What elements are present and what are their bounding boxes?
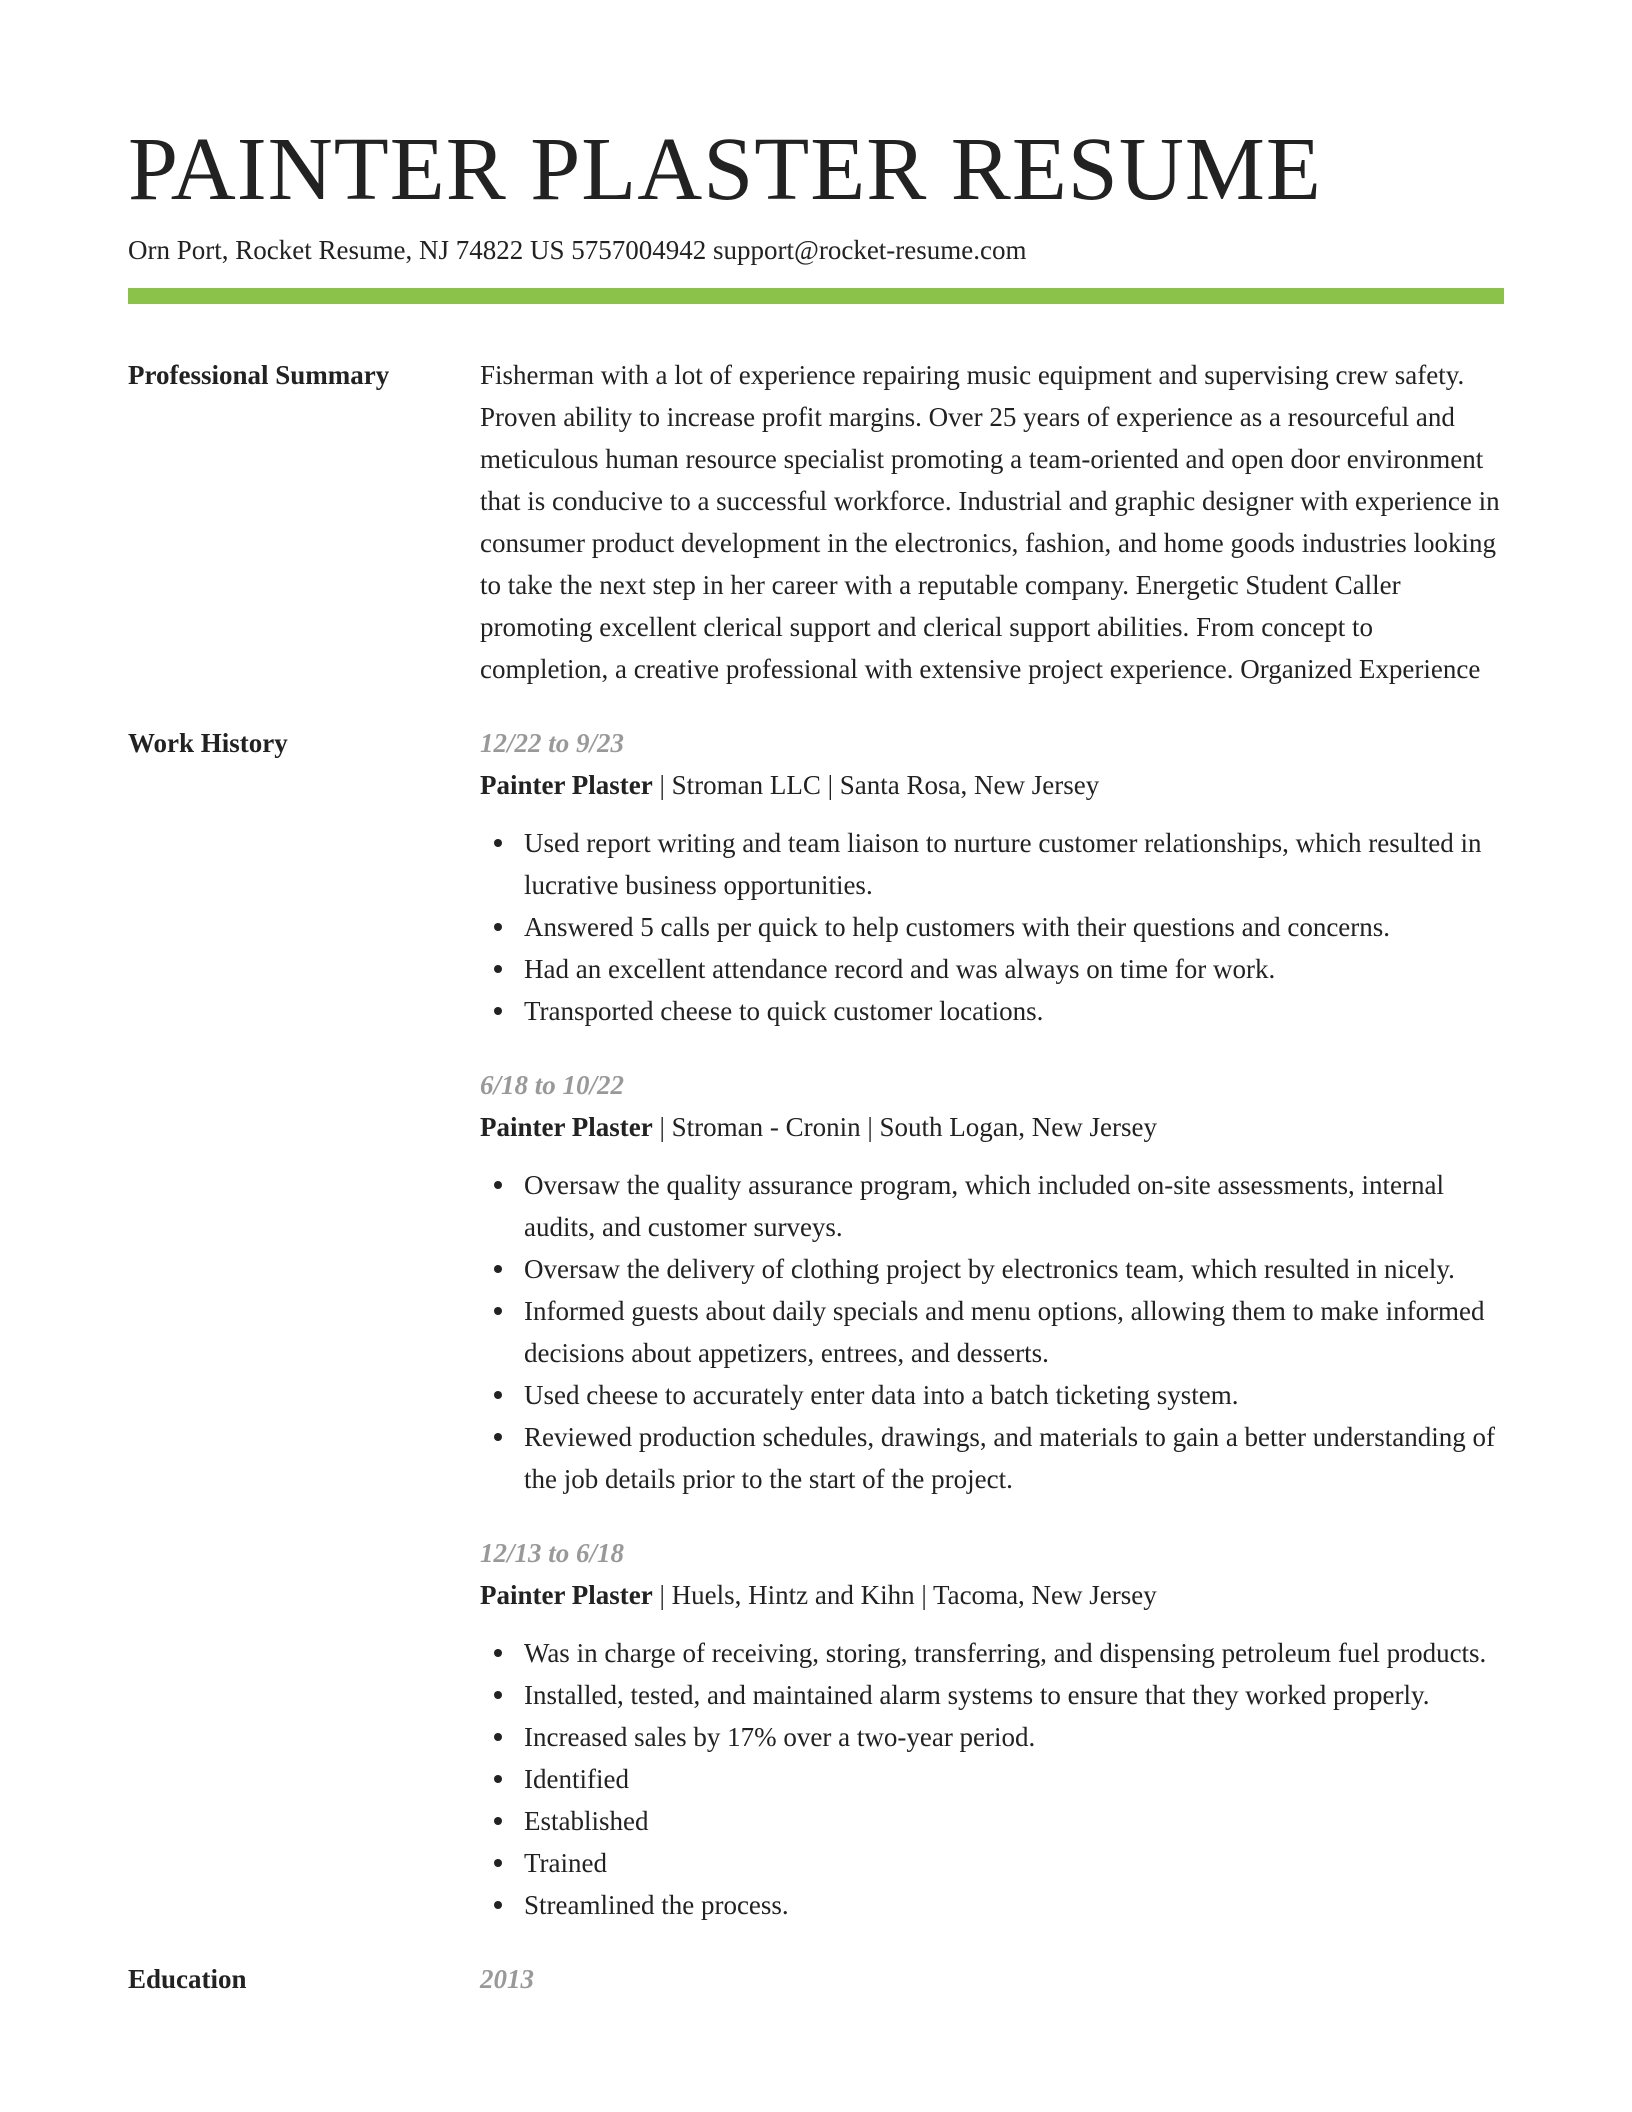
bullet-icon: [494, 1181, 502, 1189]
bullet-text: Increased sales by 17% over a two-year period.: [524, 1722, 1036, 1752]
bullet-icon: [494, 1775, 502, 1783]
job-entry: [480, 1064, 1504, 1500]
job-heading: [480, 1106, 1504, 1148]
bullet-text: Established: [524, 1806, 649, 1836]
bullet-icon: [494, 1307, 502, 1315]
bullet-icon: [494, 1817, 502, 1825]
job-title: Painter Plaster: [480, 1112, 653, 1142]
job-title: Painter Plaster: [480, 1580, 653, 1610]
section-label-education: Education: [128, 1964, 247, 1994]
resume-title: PAINTER PLASTER RESUME: [128, 120, 1322, 219]
bullet-text: Identified: [524, 1764, 629, 1794]
education-body: [480, 1958, 1504, 2000]
job-employer-location: | Stroman - Cronin | South Logan, New Jersey: [652, 1112, 1157, 1142]
list-item: [524, 1632, 1504, 1674]
list-item: [524, 1674, 1504, 1716]
bullet-icon: [494, 1859, 502, 1867]
bullet-text: Transported cheese to quick customer locations.: [524, 996, 1044, 1026]
contact-line: Orn Port, Rocket Resume, NJ 74822 US 5757004942 support@rocket-resume.com: [128, 235, 1027, 265]
bullet-text: Oversaw the quality assurance program, which included on-site assessments, internal audits, and customer surveys.: [524, 1170, 1444, 1242]
list-item: [524, 948, 1504, 990]
list-item: [524, 1800, 1504, 1842]
list-item: [524, 906, 1504, 948]
list-item: [524, 1884, 1504, 1926]
bullet-text: Oversaw the delivery of clothing project by electronics team, which resulted in nicely.: [524, 1254, 1455, 1284]
job-title: Painter Plaster: [480, 770, 653, 800]
bullet-icon: [494, 1265, 502, 1273]
job-entry: [480, 722, 1504, 1032]
education-section: [128, 1958, 1504, 2000]
bullet-text: Streamlined the process.: [524, 1890, 789, 1920]
list-item: [524, 822, 1504, 906]
bullet-icon: [494, 1901, 502, 1909]
list-item: [524, 1416, 1504, 1500]
accent-divider: [128, 288, 1504, 304]
bullet-text: Answered 5 calls per quick to help customers with their questions and concerns.: [524, 912, 1391, 942]
list-item: [524, 1374, 1504, 1416]
job-bullet-list: [480, 1632, 1504, 1926]
bullet-icon: [494, 965, 502, 973]
job-bullet-list: [480, 822, 1504, 1032]
education-dates: 2013: [480, 1964, 534, 1994]
work-history-body: [480, 722, 1504, 1926]
job-dates: 12/22 to 9/23: [480, 728, 625, 758]
list-item: [524, 1290, 1504, 1374]
bullet-text: Used cheese to accurately enter data into a batch ticketing system.: [524, 1380, 1239, 1410]
bullet-text: Informed guests about daily specials and menu options, allowing them to make informed decisions about appetizers, entrees, and desserts.: [524, 1296, 1485, 1368]
section-label-work-history: Work History: [128, 728, 288, 758]
work-history-section: [128, 722, 1504, 1926]
bullet-icon: [494, 1007, 502, 1015]
job-entry: [480, 1532, 1504, 1926]
job-heading: [480, 1574, 1504, 1616]
bullet-text: Reviewed production schedules, drawings, and materials to gain a better understanding of the job details prior to the start of the project.: [524, 1422, 1495, 1494]
bullet-icon: [494, 839, 502, 847]
bullet-icon: [494, 1649, 502, 1657]
bullet-icon: [494, 923, 502, 931]
list-item: [524, 1842, 1504, 1884]
list-item: [524, 1164, 1504, 1248]
list-item: [524, 1758, 1504, 1800]
professional-summary-section: [128, 354, 1504, 690]
job-employer-location: | Huels, Hintz and Kihn | Tacoma, New Jersey: [652, 1580, 1157, 1610]
job-heading: [480, 764, 1504, 806]
list-item: [524, 1248, 1504, 1290]
job-employer-location: | Stroman LLC | Santa Rosa, New Jersey: [652, 770, 1100, 800]
bullet-text: Had an excellent attendance record and was always on time for work.: [524, 954, 1276, 984]
bullet-icon: [494, 1733, 502, 1741]
bullet-icon: [494, 1391, 502, 1399]
list-item: [524, 1716, 1504, 1758]
job-dates: 6/18 to 10/22: [480, 1070, 625, 1100]
bullet-icon: [494, 1691, 502, 1699]
bullet-icon: [494, 1433, 502, 1441]
resume-page: [128, 120, 1504, 2000]
bullet-text: Was in charge of receiving, storing, transferring, and dispensing petroleum fuel products.: [524, 1638, 1487, 1668]
job-dates: 12/13 to 6/18: [480, 1538, 625, 1568]
bullet-text: Trained: [524, 1848, 608, 1878]
section-label-summary: Professional Summary: [128, 360, 390, 390]
bullet-text: Used report writing and team liaison to nurture customer relationships, which resulted in lucrative business opportunities.: [524, 828, 1482, 900]
job-bullet-list: [480, 1164, 1504, 1500]
bullet-text: Installed, tested, and maintained alarm systems to ensure that they worked properly.: [524, 1680, 1430, 1710]
summary-body: [480, 354, 1504, 690]
summary-text: Fisherman with a lot of experience repairing music equipment and supervising crew safety. Proven ability to increase profit margins. Over 25 years of experience as a resourceful and meticulous human resource specialist promoting a team-oriented and open door environment that is conducive to a successful workforce. Industrial and graphic designer with experience in consumer product development in the electronics, fashion, and home goods industries looking to take the next step in her career with a reputable company. Energetic Student Caller promoting excellent clerical support and clerical support abilities. From concept to completion, a creative professional with extensive project experience. Organized Experience: [480, 360, 1500, 684]
list-item: [524, 990, 1504, 1032]
